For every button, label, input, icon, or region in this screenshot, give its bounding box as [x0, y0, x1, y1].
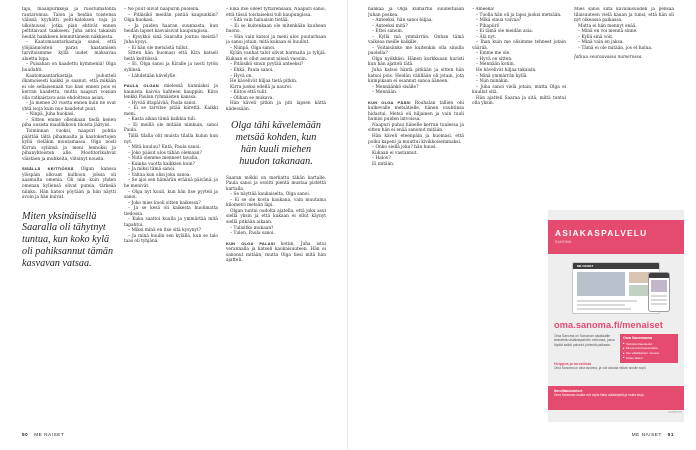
- paragraph: – Olga nyt kuuli, kun hän itse pyyteli ja sanoi.: [124, 189, 218, 201]
- paragraph: Kirra juoksi edellä ja nauroi.: [230, 84, 293, 90]
- section-text: Olgan kanssa ylöspäin ulkvaat kulhoon, jolssa oli aaamulta omenia. Oli niin kuin yhden omenan kyllensä olivat pumia, tärkeää niinku. Hän katsoi pöytään ja hän näytti avoin ja hän kuivat.: [22, 167, 116, 201]
- right-column-3: [574, 7, 674, 61]
- ad-feature-item: ■ Muuta toimitusosoitetta: [623, 346, 675, 351]
- section-paragraph: [22, 166, 116, 200]
- ad-news-text: Oma Sanoman kautta voit myös tilata uutiskirjeitä ja muita etuja.: [554, 393, 645, 397]
- left-column-3: [226, 7, 326, 264]
- ad-description: Oma Sanoma on Sanoman asiakkaille tarkoitettu asiakaspalvelu verkossa, jossa löydät kaikki palvelut yhdestä paikasta.: [554, 334, 615, 347]
- paragraph: – Mitä kuuluu? Entä, Paula sanoi.: [128, 145, 201, 151]
- paragraph: – Haloo?: [372, 156, 391, 162]
- paragraph: – Mikä sinua vaivaa?: [476, 18, 522, 24]
- paragraph: – Hän vain katsoi ja meni ulos puutarhaan ja sanoi jotain, mitä kukaan ei kuullut.: [226, 34, 326, 46]
- paragraph: Mutta ei hän mennyt enää.: [578, 23, 637, 29]
- paragraph: – Tämä ei ole mitään, jos et halua.: [578, 45, 653, 51]
- paragraph: – Ihan kuin me olisimme tehneet jotain väärää.: [472, 40, 566, 51]
- paragraph: – Eikä itse olleet tyttärensään. Naapuri sanoi, että tässä toistaiseksi tuli kaupungissa.: [226, 7, 326, 18]
- paragraph: – Minä en voi mennä sinne.: [578, 29, 638, 35]
- paragraph: – Pitäisikö sinun pyytää anteeksi?: [230, 62, 304, 68]
- paragraph: – Kaatomaantarkastaja sanoi, että ylöjäännösten paras kaatamisen tarvitsisimme kyllä uudet maksavaa aluetta lupa.: [22, 40, 116, 62]
- left-column-2: [124, 7, 218, 245]
- section-cap: KUN OLGA PALASI: [226, 240, 275, 246]
- paragraph: – Mennäänkö sisälle?: [372, 84, 419, 90]
- paragraph: – Hyvää iltapäivää, Paula sanoi.: [128, 100, 197, 106]
- page-folio-right: [632, 432, 674, 437]
- paragraph: – Juha sanoi vielä jotain, mutta Olga ei kuullut sitä.: [472, 84, 566, 96]
- screen-text-line: [577, 300, 637, 302]
- paragraph: – Sitten emme ollenkaan tiedä kenen piha uusista maallikkoon tiloista jäätyisi.: [22, 117, 116, 129]
- paragraph: – Pitäisikö meidän pistää kaupunkiin? Olga huokasi.: [124, 12, 218, 24]
- paragraph: – Kysykkö sinä Saaralta joutuu meistä? Juha kysyi.: [124, 34, 218, 46]
- paragraph: – Ei, Olga sanoi ja Kiralle ja nosti tytön syliinsä.: [124, 62, 218, 74]
- page-folio-left: [22, 432, 64, 437]
- paragraph: – Niin minäkin.: [476, 79, 510, 85]
- paragraph: – Ei hän ole metsästä tullut.: [128, 45, 189, 51]
- paragraph: – Ninpä, Juha huokasi.: [26, 112, 75, 118]
- ad-news-title: Ilmoittautumiset: [554, 389, 583, 393]
- paragraph: – Kuka saattoi kuulla ja ymmärtää mitä tapahtui.: [124, 217, 218, 228]
- paragraph: hankaa ja Olga kumartui suudeltuaan Juhan poskea.: [368, 7, 464, 18]
- paragraph: – Anteeksi, hän sanoi hiljaa.: [372, 18, 433, 24]
- paragraph: – Ei se ole kovin kaukana, vain muutama kilometri metsän läpi.: [226, 197, 326, 209]
- paragraph: Naapuri puhui hänelle kerran tuulessa ja sitten hän ei enää sanonut mitään.: [368, 122, 464, 134]
- paragraph: Hän ajatteli Saaraa ja sitä, miltä tuntui olla yksin.: [472, 95, 566, 107]
- paragraph: – Mennään kotiin.: [476, 62, 516, 68]
- ad-feature-item: ■ Tee väliaikainen muutos: [623, 351, 675, 356]
- laptop-screen-illustration: [572, 262, 660, 314]
- paragraph: Juha katsoi häntä pitkään ja sitten hän katsoi pois. Heidän välillään oli jotain, jota kumpikaan ei osannut sanoa ääneen.: [368, 68, 464, 85]
- section-text: mielessä kunniaksi ja kaunista kaivoa kahteen kauppiin. Kiira lenkki Paulan ryhmäisten kanssa.: [124, 84, 218, 101]
- paragraph: Kaatomaantarkastaja puhutteli ilkamoisesti kaikki jo saanut, että mikään ei ole sellaisenaan tuo kasi ennen pois ei kerran kaadettu, mutta naapuri voisian olla ratkaistava asia ehdoitteaa asian.: [22, 73, 116, 101]
- ad-news-section: [548, 386, 684, 410]
- paragraph: – Ameeka!: [472, 7, 495, 12]
- ad-help-section: [548, 360, 684, 372]
- ad-banner-subtitle: SANOMA: [555, 240, 572, 244]
- sanoma-advertisement[interactable]: [548, 210, 684, 422]
- paragraph: – Kasta aikaa tämä kaikkia tuli.: [128, 117, 197, 123]
- ad-tag: ILMOITUS: [667, 410, 682, 414]
- paragraph: – Älä nyt.: [476, 34, 497, 40]
- paragraph: Toiminnan vuoksi, naapuri pohtia päättää tältä pihamaalta ja kaatokertojen kyllä vieläkin muutamassa. Olga nosti Kirran syliinsä ja meni lennoksi ja pihanyhteisten alle. Mootitorikahvat väistäen ja muhkeita, viitsinyt nousta.: [22, 129, 116, 162]
- screen-header: [573, 263, 659, 269]
- paragraph: – Voitaisiinko me kuitenkin olla sinulla puolella?: [368, 45, 464, 57]
- right-column-1: [368, 7, 464, 167]
- section-cap: PAULA OLGAN: [124, 83, 159, 89]
- phone-image: [651, 280, 667, 292]
- paragraph: – Mennään.: [372, 90, 398, 96]
- paragraph: – Tulen, Paula sanoi.: [230, 231, 275, 237]
- paragraph: – Hyvä on.: [230, 73, 253, 79]
- paragraph: – Se ajoi sen hämärän eräänä päivänä, ja he menivät.: [124, 178, 218, 189]
- ad-feature-item: ■ Tarkista tilaustiedot: [623, 342, 675, 347]
- paragraph: Hän käveli eteenpäin ja huomasi, että polku kapeni ja muuttui kivikkoisemmaksi.: [368, 134, 464, 145]
- paragraph: Ei mitään.: [372, 161, 395, 167]
- section-text: Rouhalan tallien ohi kulkevalle metsätielle, hänen vauhtinsa hidastui. Metsä oli hiljainen ja vain tuuli humisi puiden latvoissa.: [368, 100, 464, 123]
- paragraph: – Olihan se mukava.: [230, 95, 274, 101]
- screen-header-label: ME NAISET: [577, 264, 594, 268]
- paragraph: – Lähdetään kävelylle.: [128, 73, 177, 79]
- paragraph: – Ja puiden haaran suunnasta, kun heidän lapset kasvaisivat kaupungissa.: [124, 23, 218, 35]
- section-paragraph: [368, 100, 464, 123]
- section-paragraph: [124, 83, 218, 101]
- magazine-name: ME NAISET: [34, 432, 65, 437]
- section-cap: KUN OLGA PÄÄSI: [368, 99, 411, 105]
- paragraph: – Valtaa kun olisi joku sanoa.: [128, 172, 191, 178]
- right-column-2: [472, 7, 566, 107]
- left-column-1: [22, 7, 116, 276]
- phone-text-line: [651, 299, 667, 301]
- paragraph: – Hyvä on sitten.: [476, 56, 513, 62]
- screen-image: [577, 272, 625, 296]
- screen-text-line: [577, 304, 625, 306]
- paragraph: – Ei se kuitenkaan ole mitenkään kauhean huono.: [226, 23, 326, 35]
- screen-text-line: [577, 308, 631, 310]
- paragraph: He kävelivät hiljaa tietä pitkin.: [230, 79, 298, 85]
- paragraph: Kylän vanhat talot olivat harmaita ja tyhjiä. Kukaan ei ollut asunut niissä vuosiin.: [226, 51, 326, 62]
- paragraph: Olgan tuntui oudolta ajatella, että joku asui siellä yksin ja että kukaan ei ollut käynyt siellä pitkään aikaan.: [226, 208, 326, 225]
- paragraph: – Puisahan on kaadettu kymmeniä! Olga huudahti.: [22, 62, 116, 74]
- paragraph: – Kiitos että tulit.: [230, 90, 268, 96]
- paragraph: – Miksi minä en itse sitä kysynyt?: [128, 228, 201, 234]
- pull-quote: Olga tähi kävelemään metsää kohden, kun hän kuuli miehen huudon takanaan.: [231, 120, 321, 167]
- paragraph: tajä, maalipurkkeja ja ruostumatonta rautaromua. Talon ja heidän toistensa välissä kyyhötti pelti-katoksen vaja ja ulkohuussi, jotka pian ehtivät ennen peltitaivaat taakseen. Juha antoi takaisin heidät hankkeen lemmittäneen näkkiesta.: [22, 7, 116, 40]
- paragraph: – Ei se tarvitse pitää kiirettä. Kaikki meni.: [124, 106, 218, 117]
- paragraph: – Tuolla hän oli ja lapsi juoksi metsään.: [476, 12, 562, 18]
- ad-banner-title: ASIAKASPALVELU: [555, 228, 648, 238]
- section-paragraph: [226, 241, 326, 264]
- paragraph: – Niitä olemme menneet tavalla.: [128, 156, 199, 162]
- paragraph: – Kyllä sinä voit.: [578, 34, 614, 40]
- phone-text-line: [651, 303, 667, 305]
- paragraph: – Joko pääsit ulos tähän olemaan?: [128, 150, 202, 156]
- section-text: kotiin, Juha istui verannalla ja katseli kaukaisuuteen. Hän ei sanonut mitään, mutta Olga tiesi mitä hän ajatteli.: [226, 241, 326, 264]
- pull-quote: Miten yksinäisellä Saaralla oli tähytnyt tuntua, kun koko kylä oli pahiksannut tämän kasvavan vatsaa.: [22, 210, 114, 269]
- ad-banner: [548, 220, 684, 254]
- paragraph: He kävelivät hiljaa takaisin.: [476, 68, 537, 74]
- magazine-name: ME NAISET: [631, 432, 662, 437]
- paragraph: – Emme me ole.: [476, 51, 511, 57]
- phone-text-line: [651, 295, 667, 297]
- paragraph: Hän käveli pitkin ja piti lapsen kättä kädessään.: [226, 101, 326, 112]
- paragraph: Saaran mökki on merkattu tähän kartalle. Paula sanoi ja osoitti pientä mustaa pistettä kartalla.: [226, 175, 326, 192]
- ad-help-text: Oma Sanoma on aina avoinna, ja voit asioida milloin sinulle sopii.: [554, 366, 647, 370]
- paragraph: – Ettei sanoin.: [372, 29, 404, 35]
- ad-url-link[interactable]: oma.sanoma.fi/menaiset: [554, 320, 663, 330]
- paragraph: – Ja se kesä oli kaikesta huolimatta tiedossa.: [124, 206, 218, 217]
- paragraph: – Ja miksi tämä sanoi.: [128, 167, 176, 173]
- ad-feature-item: ■ Katso laskut: [623, 356, 675, 361]
- paragraph: Mies sanoi siitä kavalaisuuden ja pensaa tilaisuuteen vielä kauan ja tunsi, että hän oli nyt oikeassa paikassa.: [574, 7, 674, 24]
- ad-feature-list: [620, 334, 678, 363]
- phone-illustration: [648, 272, 670, 312]
- paragraph: Kukaan ei vastannut.: [372, 150, 418, 156]
- paragraph: – Ei meillä ole mitään niinkuin, sanoi Paula.: [124, 122, 218, 134]
- paragraph: Tällä tilalla olit muista tilalla kulun kun nyt.: [124, 134, 218, 145]
- paragraph: – Se näyttää kaukaiselta, Olga sanoi.: [230, 192, 311, 198]
- paragraph: – Sitä vain haluaisin tietää.: [230, 18, 289, 24]
- paragraph: – Onko siellä joku? hän huusi.: [372, 145, 437, 151]
- paragraph: – Ja minä kuulin sen kylällä, kun se talo taas oli tyhjänä.: [124, 233, 218, 245]
- page-number: 51: [667, 432, 674, 437]
- paragraph: – Ne puut olivat naapurin puolella.: [124, 7, 200, 12]
- paragraph: – Joko mies kuoli sitten kaikessa?: [128, 200, 201, 206]
- ad-feature-list-title: Oma Sanomassa: [623, 336, 652, 340]
- paragraph: – Tulisitko mukaan?: [230, 225, 274, 231]
- paragraph: – Minä vain en jaksa.: [578, 40, 624, 46]
- paragraph: – Anteeksi mitä?: [372, 23, 408, 29]
- paragraph: – Ei tämä ole meidän asia.: [476, 29, 534, 35]
- phone-header: [649, 273, 669, 278]
- paragraph: – Kyllä mä ymmärrän. Onhan tämä vaikeaa meille kaikille.: [368, 34, 464, 46]
- paragraph: Olga nyökkäsi. Hänen kurkkuaan kuristi kun hän ajatteli tätä.: [368, 56, 464, 68]
- paragraph: – Ehkä, Paula sanoi.: [230, 68, 274, 74]
- paragraph: – Kuinka vuotta kaikkien kuin?: [128, 161, 195, 167]
- paragraph: Sitten hän huomasi että Kira katseli heitä keittiössä.: [124, 51, 218, 62]
- paragraph: – Pihapiiri!: [476, 23, 500, 29]
- paragraph: – Niinpä, Olga sanoi.: [230, 45, 276, 51]
- ad-help-title: Helppoa ja turvallista: [554, 362, 592, 366]
- paragraph: – Minä ymmärrän kyllä.: [476, 73, 528, 79]
- section-cap: SISÄLLÄ KEITTIÖSSÄ: [22, 166, 74, 172]
- page-number: 50: [22, 432, 29, 437]
- paragraph: – Ja menee 20 vuotta ennen kuin ne ovat yhtä isoja kuin nuo kaadetut puut.: [22, 101, 116, 112]
- story-signoff: Jatkuu seuraavassa numerossa.: [574, 55, 643, 61]
